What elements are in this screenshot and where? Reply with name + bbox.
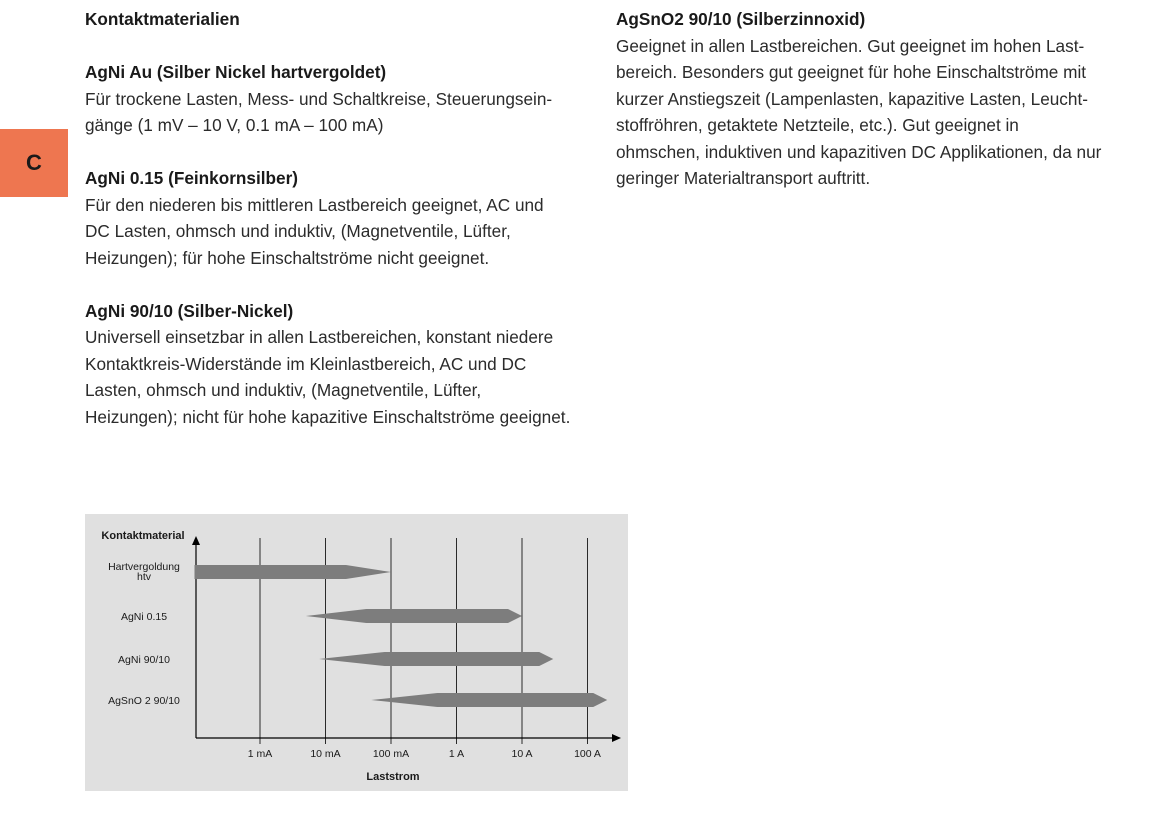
chapter-tab (0, 129, 68, 197)
entry-text-agni-015 (85, 192, 605, 272)
chart-background (85, 514, 628, 791)
x-tick-label: 1 A (448, 748, 465, 760)
entry-heading-agsno2: AgSnO2 90/10 (Silberzinnoxid) (616, 9, 866, 29)
x-tick-label: 100 A (574, 748, 601, 760)
series-label: AgNi 90/10 (118, 654, 170, 666)
right-text-column (616, 6, 1136, 192)
section-title: Kontaktmaterialien (85, 9, 240, 29)
text-line: stoffröhren, getaktete Netzteile, etc.). Gut geeignet in (616, 115, 1019, 135)
y-axis-title: Kontaktmaterial (101, 530, 185, 542)
text-line: DC Lasten, ohmsch und induktiv, (Magnetventile, Lüfter, (85, 221, 511, 241)
text-line: gänge (1 mV – 10 V, 0.1 mA – 100 mA) (85, 115, 384, 135)
text-line: Für trockene Lasten, Mess- und Schaltkreise, Steuerungsein- (85, 88, 553, 109)
text-line: Für den niederen bis mittleren Lastbereich geeignet, AC und (85, 194, 544, 215)
entry-heading-agni-9010: AgNi 90/10 (Silber-Nickel) (85, 300, 294, 321)
text-line: Kontaktkreis-Widerstände im Kleinlastbereich, AC und DC (85, 353, 527, 374)
series-label: htv (136, 571, 152, 583)
series-label: Hartvergoldung (108, 561, 180, 573)
x-tick-label: 1 mA (247, 748, 273, 760)
series-label: AgSnO 2 90/10 (108, 695, 180, 707)
chapter-tab-letter: C (26, 150, 42, 175)
contact-material-chart (85, 514, 628, 791)
text-line: Geeignet in allen Lastbereichen. Gut geeignet im hohen Last- (616, 35, 1085, 56)
entry-text-agsno2 (616, 33, 1136, 192)
entry-heading-agni-au: AgNi Au (Silber Nickel hartvergoldet) (85, 62, 387, 82)
text-line: Heizungen); nicht für hohe kapazitive Einschaltströme geeignet. (85, 406, 571, 427)
entry-text-agni-au (85, 86, 605, 139)
x-tick-label: 100 mA (372, 748, 410, 760)
text-line: Universell einsetzbar in allen Lastbereichen, konstant niedere (85, 327, 554, 347)
text-line: Lasten, ohmsch und induktiv, (Magnetventile, Lüfter, (85, 380, 482, 400)
entry-heading-agni-015: AgNi 0.15 (Feinkornsilber) (85, 168, 298, 188)
x-axis-title: Laststrom (366, 771, 420, 783)
text-line: kurzer Anstiegszeit (Lampenlasten, kapazitive Lasten, Leucht- (616, 88, 1088, 109)
x-tick-label: 10 mA (310, 748, 341, 760)
entry-text-agni-9010 (85, 324, 605, 430)
series-label: AgNi 0.15 (120, 611, 168, 623)
text-line: ohmschen, induktiven und kapazitiven DC Applikationen, da nur (616, 141, 1102, 162)
text-line: Heizungen); für hohe Einschaltströme nicht geeignet. (85, 247, 490, 268)
left-text-column (85, 6, 605, 430)
text-line: geringer Materialtransport auftritt. (616, 168, 871, 188)
contact-material-chart-svg (85, 514, 628, 791)
text-line: bereich. Besonders gut geeignet für hohe Einschaltströme mit (616, 62, 1087, 82)
x-tick-label: 10 A (511, 748, 533, 760)
